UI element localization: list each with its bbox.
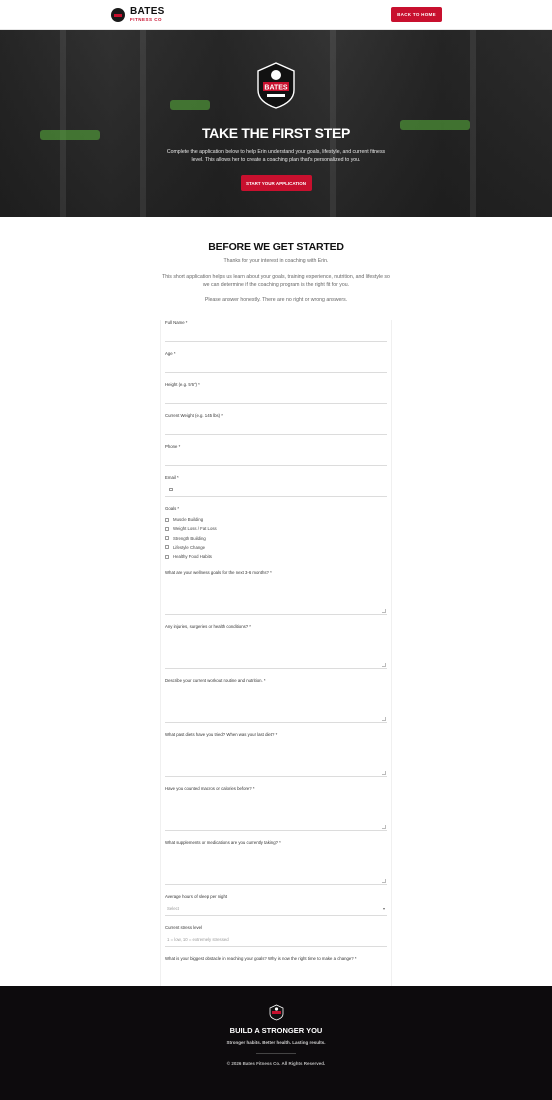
checkbox[interactable] bbox=[165, 536, 169, 540]
full-name-input[interactable] bbox=[165, 328, 387, 342]
site-footer bbox=[0, 986, 552, 1100]
stress-field bbox=[165, 925, 387, 947]
workout-field bbox=[165, 678, 387, 723]
checkbox[interactable] bbox=[165, 518, 169, 522]
email-input[interactable] bbox=[165, 483, 387, 497]
age-label: Age * bbox=[165, 351, 176, 357]
application-form bbox=[160, 320, 392, 1034]
wellness-goals-textarea[interactable] bbox=[165, 579, 387, 615]
svg-text:BATES: BATES bbox=[264, 84, 288, 92]
obstacle-label: What is your biggest obstacle in reaching your goals? Why is now the right time to make a change? * bbox=[165, 956, 357, 962]
brand-badge-icon bbox=[111, 8, 125, 22]
sleep-label: Average hours of sleep per night bbox=[165, 894, 228, 900]
stress-placeholder: 1 = low, 10 = extremely stressed bbox=[167, 937, 229, 943]
phone-label: Phone * bbox=[165, 444, 181, 450]
chevron-down-icon: ▾ bbox=[382, 906, 385, 912]
wellness-goals-field bbox=[165, 570, 387, 615]
goal-label: Healthy Food Habits bbox=[173, 554, 212, 560]
intro-description: This short application helps us learn about your goals, training experience, nutrition, and lifestyle so we can determine if the coaching program is the right fit for you. bbox=[162, 273, 390, 288]
supplements-textarea[interactable] bbox=[165, 849, 387, 885]
checkbox[interactable] bbox=[165, 545, 169, 549]
phone-input[interactable] bbox=[165, 452, 387, 466]
hero-section bbox=[0, 30, 552, 217]
intro-thanks: Thanks for your interest in coaching with Erin. bbox=[223, 258, 329, 264]
footer-copyright: © 2026 Bates Fitness Co. All Rights Reserved. bbox=[226, 1061, 326, 1066]
start-application-button[interactable]: START YOUR APPLICATION bbox=[241, 175, 312, 191]
site-header bbox=[0, 0, 552, 30]
email-label: Email * bbox=[165, 475, 179, 481]
goal-label: Weight Loss / Fat Loss bbox=[173, 526, 217, 532]
diets-field bbox=[165, 732, 387, 777]
stress-input[interactable] bbox=[165, 933, 387, 947]
brand-name: BATES bbox=[130, 5, 165, 17]
workout-textarea[interactable] bbox=[165, 687, 387, 723]
weight-label: Current Weight (e.g. 145 lbs) * bbox=[165, 413, 223, 419]
stress-label: Current stress level bbox=[165, 925, 203, 931]
goal-option[interactable] bbox=[165, 534, 387, 543]
hero-description: Complete the application below to help Erin understand your goals, lifestyle, and current fitness level. This allows her to create a coaching plan that's personalized to you. bbox=[166, 149, 386, 164]
age-field bbox=[165, 351, 387, 373]
diets-textarea[interactable] bbox=[165, 741, 387, 777]
mail-icon bbox=[169, 488, 173, 491]
goals-label: Goals * bbox=[165, 506, 180, 512]
goal-option[interactable] bbox=[165, 524, 387, 533]
workout-label: Describe your current workout routine and nutrition. * bbox=[165, 678, 266, 684]
footer-tagline: Stronger habits. Better health. Lasting results. bbox=[226, 1040, 326, 1045]
footer-title: BUILD A STRONGER YOU bbox=[229, 1026, 323, 1035]
intro-honesty-note: Please answer honestly. There are no right or wrong answers. bbox=[204, 297, 348, 304]
weight-input[interactable] bbox=[165, 421, 387, 435]
age-input[interactable] bbox=[165, 359, 387, 373]
footer-logo-icon bbox=[268, 1004, 285, 1021]
sleep-select-value: Select bbox=[167, 906, 179, 912]
checkbox[interactable] bbox=[165, 555, 169, 559]
supplements-label: What supplements or medications are you currently taking? * bbox=[165, 840, 281, 846]
supplements-field bbox=[165, 840, 387, 885]
height-input[interactable] bbox=[165, 390, 387, 404]
goals-field bbox=[165, 506, 387, 561]
injuries-textarea[interactable] bbox=[165, 633, 387, 669]
sleep-field bbox=[165, 894, 387, 916]
intro-title: BEFORE WE GET STARTED bbox=[208, 241, 344, 253]
bates-logo-icon bbox=[253, 60, 299, 110]
macros-textarea[interactable] bbox=[165, 795, 387, 831]
full-name-field bbox=[165, 320, 387, 342]
intro-section bbox=[0, 217, 552, 305]
diets-label: What past diets have you tried? When was your last diet? * bbox=[165, 732, 278, 738]
checkbox[interactable] bbox=[165, 527, 169, 531]
goal-option[interactable] bbox=[165, 515, 387, 524]
weight-field bbox=[165, 413, 387, 435]
footer-divider bbox=[256, 1053, 296, 1054]
wellness-goals-label: What are your wellness goals for the next 3-6 months? * bbox=[165, 570, 272, 576]
height-label: Height (e.g. 5'6") * bbox=[165, 382, 200, 388]
phone-field bbox=[165, 444, 387, 466]
injuries-label: Any injuries, surgeries or health conditions? * bbox=[165, 624, 251, 630]
goal-label: Lifestyle Change bbox=[173, 544, 206, 550]
sleep-select[interactable] bbox=[165, 902, 387, 916]
brand-logo[interactable] bbox=[111, 7, 165, 23]
goals-checkbox-list bbox=[165, 515, 387, 561]
email-field bbox=[165, 475, 387, 497]
brand-subtitle: FITNESS CO bbox=[130, 16, 163, 22]
hero-title: TAKE THE FIRST STEP bbox=[201, 125, 351, 141]
goal-label: Strength Building bbox=[173, 535, 206, 541]
goal-label: Muscle Building bbox=[173, 517, 204, 523]
height-field bbox=[165, 382, 387, 404]
injuries-field bbox=[165, 624, 387, 669]
full-name-label: Full Name * bbox=[165, 320, 188, 326]
back-to-home-button[interactable]: BACK TO HOME bbox=[391, 7, 442, 22]
macros-label: Have you counted macros or calories before? * bbox=[165, 786, 255, 792]
goal-option[interactable] bbox=[165, 543, 387, 552]
macros-field bbox=[165, 786, 387, 831]
goal-option[interactable] bbox=[165, 552, 387, 561]
